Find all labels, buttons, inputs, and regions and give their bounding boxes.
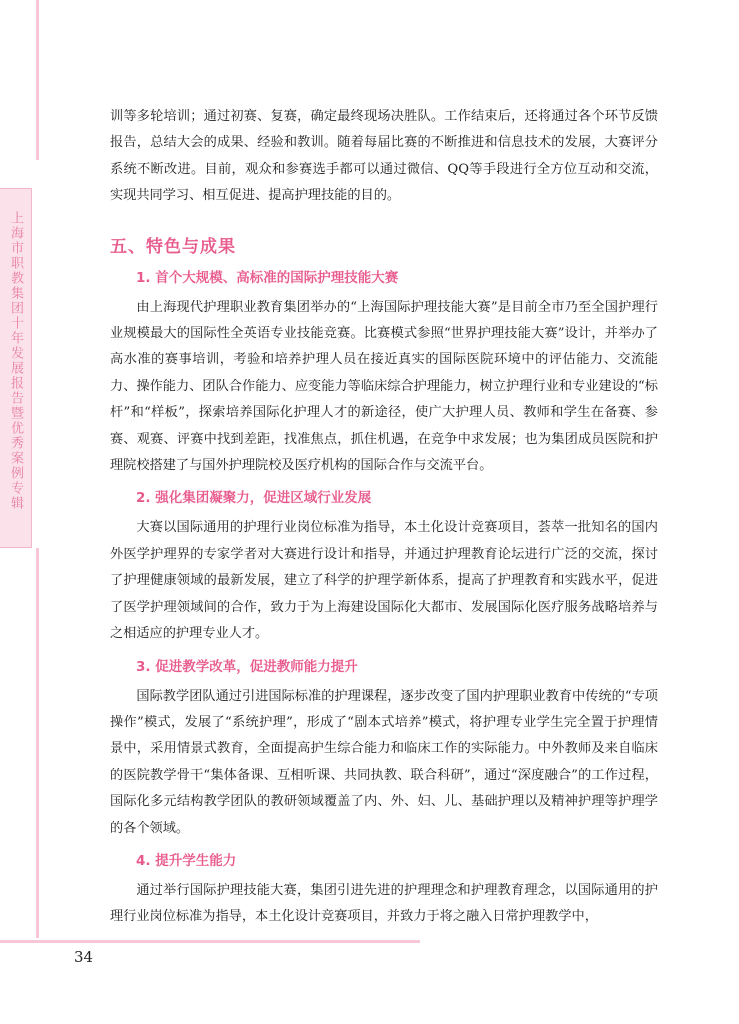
subsection-paragraph-4: 通过举行国际护理技能大赛，集团引进先进的护理理念和护理教育理念，以国际通用的护理行业岗位标准为指导，本土化设计竞赛项目，并致力于将之融入日常护理教学中， [110, 882, 658, 925]
intro-paragraph: 训等多轮培训；通过初赛、复赛，确定最终现场决胜队。工作结束后，还将通过各个环节反馈报告，总结大会的成果、经验和教训。随着每届比赛的不断推进和信息技术的发展，大赛评分系统不断改进。目前，观众和参赛选手都可以通过微信、QQ等手段进行全方位互动和交流，实现共同学习、相互促进、提高护理技能的目的。 [110, 109, 658, 204]
subsection-paragraph-3: 国际教学团队通过引进国际标准的护理课程，逐步改变了国内护理职业教育中传统的“专项操作”模式，发展了“系统护理”，形成了“剧本式培养”模式，将护理专业学生完全置于护理情景中，采用情景式教育，全面提高护生综合能力和临床工作的实际能力。中外教师及来自临床的医院教学骨干“集体备课、互相听课、共同执教、联合科研”，通过“深度融合”的工作过程，国际化多元结构教学团队的教研领域覆盖了内、外、妇、儿、基础护理以及精神护理等护理学的各个领域。 [110, 688, 658, 836]
subsection-heading-4: 4. 提升学生能力 [136, 852, 237, 869]
subsection-paragraph-1: 由上海现代护理职业教育集团举办的“上海国际护理技能大赛”是目前全市乃至全国护理行业规模最大的国际性全英语专业技能竞赛。比赛模式参照“世界护理技能大赛”设计，并举办了高水准的赛事培训，考验和培养护理人员在接近真实的国际医院环境中的评估能力、交流能力、操作能力、团队合作能力、应变能力等临床综合护理能力，树立护理行业和专业建设的“标杆”和“样板”，探索培养国际化护理人才的新途径，使广大护理人员、教师和学生在备赛、参赛、观赛、评赛中找到差距，找准焦点，抓住机遇，在竞争中求发展；也为集团成员医院和护理院校搭建了与国外护理院校及医疗机构的国际合作与交流平台。 [110, 299, 658, 474]
subsection-paragraph-2: 大赛以国际通用的护理行业岗位标准为指导，本土化设计竞赛项目，荟萃一批知名的国内外医学护理界的专家学者对大赛进行设计和指导，并通过护理教育论坛进行广泛的交流，探讨了护理健康领域的最新发展，建立了科学的护理学新体系，提高了护理教育和实践水平，促进了医学护理领域间的合作，致力于为上海建设国际化大都市、发展国际化医疗服务战略培养与之相适应的护理专业人才。 [110, 520, 658, 642]
footer-rule [0, 940, 420, 943]
margin-rule-top [36, 0, 39, 160]
side-tab-label: 上海市职教集团十年发展报告暨优秀案例专辑 [8, 211, 23, 511]
page-number: 34 [74, 948, 94, 966]
margin-rule-bottom [36, 548, 39, 938]
page-content [110, 104, 658, 931]
subsection-heading-2: 2. 强化集团凝聚力，促进区域行业发展 [136, 490, 372, 507]
side-tab [0, 188, 32, 548]
section-title: 五、特色与成果 [110, 236, 236, 257]
subsection-heading-3: 3. 促进教学改革，促进教师能力提升 [136, 658, 358, 675]
subsection-heading-1: 1. 首个大规模、高标准的国际护理技能大赛 [136, 269, 399, 286]
